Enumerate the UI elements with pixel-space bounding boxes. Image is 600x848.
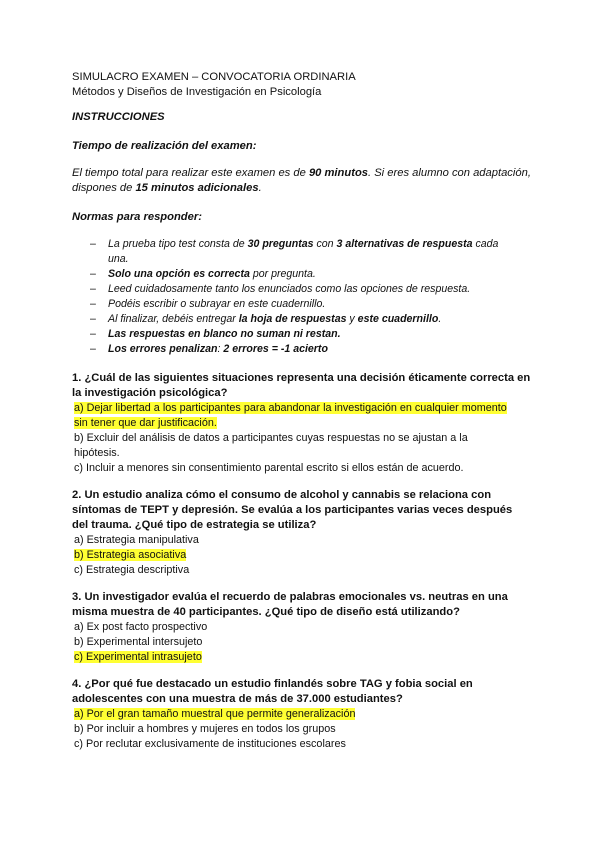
- option-a: a) Por el gran tamaño muestral que permite generalización: [74, 708, 356, 720]
- time-heading: Tiempo de realización del examen:: [72, 140, 257, 152]
- rule-item: – Los errores penalizan: 2 errores = -1 acierto: [90, 343, 328, 355]
- question-2: [72, 488, 532, 578]
- question-3: [72, 590, 532, 665]
- option-c: c) Incluir a menores sin consentimiento parental escrito si ellos están de acuerdo.: [74, 462, 464, 474]
- time-line-1: El tiempo total para realizar este examen es de 90 minutos. Si eres alumno con adaptación,: [72, 167, 531, 179]
- option-b: b) Excluir del análisis de datos a participantes cuyas respuestas no se ajustan a la hipótesis.: [74, 432, 468, 459]
- option-c: c) Experimental intrasujeto: [74, 651, 202, 663]
- question-text: misma muestra de 40 participantes. ¿Qué tipo de diseño está utilizando?: [72, 606, 460, 618]
- rules-list: [72, 237, 532, 357]
- question-text: 3. Un investigador evalúa el recuerdo de palabras emocionales vs. neutras en una: [72, 591, 508, 603]
- question-text: la investigación psicológica?: [72, 387, 228, 399]
- time-line-2: dispones de 15 minutos adicionales.: [72, 182, 262, 194]
- option-c: c) Estrategia descriptiva: [74, 564, 190, 576]
- course-title: Métodos y Diseños de Investigación en Psicología: [72, 86, 322, 98]
- option-c: c) Por reclutar exclusivamente de instituciones escolares: [74, 738, 346, 750]
- question-text: del trauma. ¿Qué tipo de estrategia se utiliza?: [72, 519, 317, 531]
- option-a: a) Ex post facto prospectivo: [74, 621, 208, 633]
- rule-item: – Al finalizar, debéis entregar la hoja de respuestas y este cuadernillo.: [90, 313, 442, 325]
- rule-item: – Podéis escribir o subrayar en este cuadernillo.: [90, 298, 326, 310]
- rule-item: – La prueba tipo test consta de 30 preguntas con 3 alternativas de respuesta cada una.: [90, 238, 499, 265]
- rule-item: – Solo una opción es correcta por pregunta.: [90, 268, 316, 280]
- exam-page: [72, 70, 532, 752]
- instructions-heading: INSTRUCCIONES: [72, 111, 165, 123]
- option-a: a) Dejar libertad a los participantes para abandonar la investigación en cualquier momento sin tener que dar justificación.: [74, 402, 507, 429]
- rules-heading: Normas para responder:: [72, 211, 202, 223]
- rule-item: – Leed cuidadosamente tanto los enunciados como las opciones de respuesta.: [90, 283, 471, 295]
- question-text: 1. ¿Cuál de las siguientes situaciones representa una decisión éticamente correcta en: [72, 372, 531, 384]
- option-b: b) Por incluir a hombres y mujeres en todos los grupos: [74, 723, 336, 735]
- option-b: b) Experimental intersujeto: [74, 636, 203, 648]
- rule-item: – Las respuestas en blanco no suman ni restan.: [90, 328, 341, 340]
- question-text: 4. ¿Por qué fue destacado un estudio finlandés sobre TAG y fobia social en: [72, 678, 473, 690]
- option-a: a) Estrategia manipulativa: [74, 534, 199, 546]
- question-text: adolescentes con una muestra de más de 37.000 estudiantes?: [72, 693, 403, 705]
- question-1: [72, 371, 532, 476]
- option-b: b) Estrategia asociativa: [74, 549, 187, 561]
- question-text: síntomas de TEPT y depresión. Se evalúa a los participantes varias veces después: [72, 504, 513, 516]
- question-4: [72, 677, 532, 752]
- question-text: 2. Un estudio analiza cómo el consumo de alcohol y cannabis se relaciona con: [72, 489, 492, 501]
- exam-title: SIMULACRO EXAMEN – CONVOCATORIA ORDINARIA: [72, 71, 356, 83]
